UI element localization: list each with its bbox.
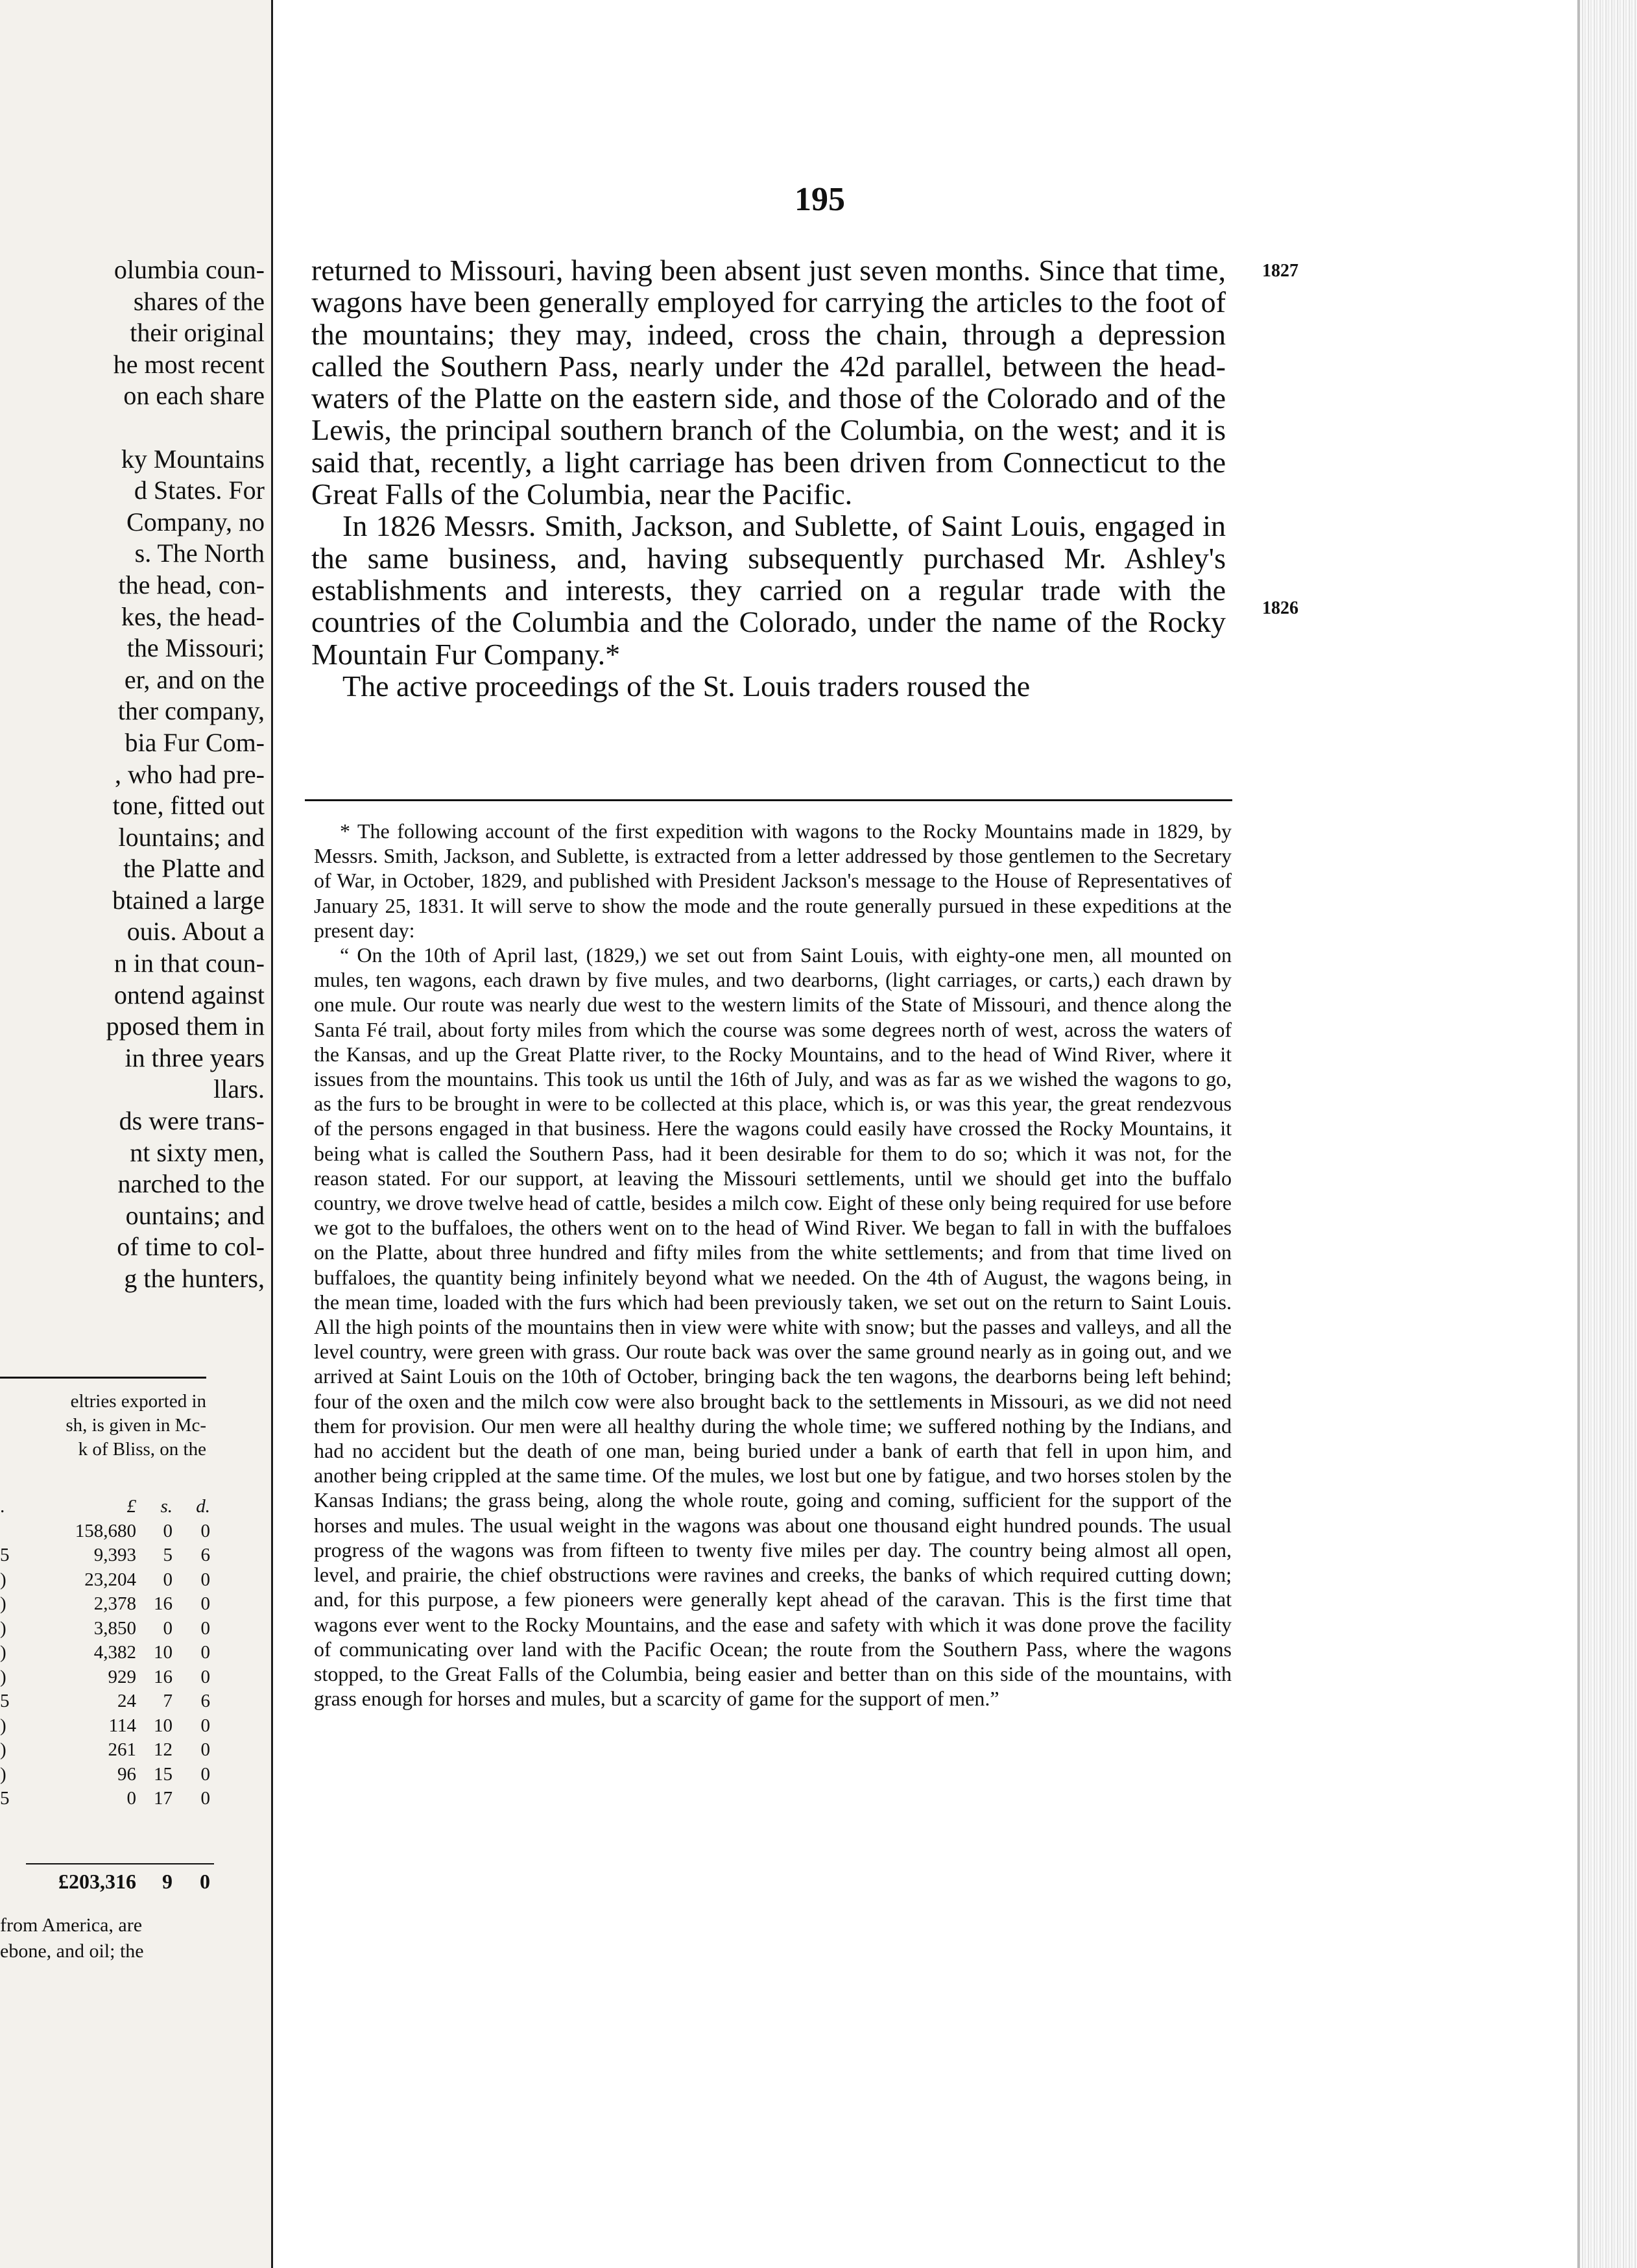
table-cell: 7	[163, 1691, 173, 1711]
facing-page-line: their original	[130, 318, 265, 348]
table-cell: 0	[200, 1569, 210, 1590]
table-cell: 0	[200, 1617, 210, 1639]
table-cell: 0	[163, 1569, 173, 1590]
table-cell: 5	[163, 1545, 173, 1565]
facing-page-line: the Missouri;	[126, 633, 265, 663]
page-number: 195	[795, 181, 845, 218]
margin-year-1826: 1826	[1262, 598, 1298, 618]
facing-page-line: tone, fitted out	[112, 791, 265, 821]
table-cell: 9,393	[93, 1545, 136, 1565]
table-cell: 10	[154, 1642, 173, 1663]
table-cell: )	[0, 1617, 6, 1639]
table-cell: 0	[163, 1617, 173, 1639]
facing-page-footnote	[0, 1390, 206, 1462]
table-cell: 6	[200, 1691, 210, 1711]
table-cell: 0	[200, 1642, 210, 1663]
table-cell: )	[0, 1763, 6, 1785]
table-cell: 0	[200, 1715, 210, 1736]
table-row	[0, 1764, 214, 1789]
table-cell: )	[0, 1739, 6, 1760]
table-row	[0, 1569, 214, 1594]
total-shillings: 9	[162, 1870, 173, 1893]
table-cell: 0	[200, 1666, 210, 1687]
facing-page-line	[0, 412, 265, 444]
table-cell: 24	[117, 1691, 136, 1711]
table-cell: )	[0, 1666, 6, 1687]
main-paragraph: The active proceedings of the St. Louis traders roused the	[342, 669, 1031, 703]
page-edge-strip	[1577, 0, 1637, 2268]
footnote-paragraph: “ On the 10th of April last, (1829,) we set out from Saint Louis, with eighty-one men, all mounted on mules, ten wagons, each drawn by five mules, and two dearborns, (light carriages, or carts,) each drawn by one mule. Our route was nearly due west to the western limits of the State of Missouri, and thence along the Santa Fé trail, about forty miles from which the course was some degrees north of west, across the waters of the Kansas, and up the Great Platte river, to the Rocky Mountains, and to the head of Wind River, where it issues from the mountains. This took us until the 16th of July, and was as far as we wished the wagons to go, as the furs to be brought in were to be collected at this place, which is, or was this year, the great rendezvous of the persons engaged in that business. Here the wagons could easily have crossed the Rocky Mountains, it being what is called the Southern Pass, had it been desirable for them to do so; which it was not, for the reason stated. For our support, at leaving the Missouri settlements, until we should get into the buffalo country, we drove twelve head of cattle, besides a milch cow. Eight of these only being required for use before we got to the buffaloes, the others went on to the head of Wind River. We began to fall in with the buffaloes on the Platte, about three hundred and fifty miles from the white settlements; and from that time lived on buffaloes, the quantity being infinitely beyond what we needed. On the 4th of August, the wagons being, in the mean time, loaded with the furs which had been previously taken, we set out on the return to Saint Louis. All the high points of the mountains then in view were white with snow; but the passes and valleys, and all the level country, were green with grass. Our route back was over the same ground nearly as in going out, and we arrived at Saint Louis on the 10th of October, bringing back the ten wagons, the dearborns being left behind; four of the oxen and the milch cow were also brought back to the settlements in Missouri, as we did not need them for provision. Our men were all healthy during the whole time; we suffered nothing by the Indians, and had no accident but the death of one man, being buried under a bank of earth that fell in upon him, and another being crippled at the same time. Of the mules, we lost but one by fatigue, and two horses stolen by the Kansas Indians; the grass being, along the whole route, going and coming, sufficient for the support of the horses and mules. The usual weight in the wagons was about one thousand eight hundred pounds. The usual progress of the wagons was from fifteen to twenty five miles per day. The country being almost all open, level, and prairie, the chief obstructions were ravines and creeks, the banks of which required cutting down; and, for this purpose, a few pioneers were generally kept ahead of the caravan. This is the first time that wagons ever went to the Rocky Mountains, and the ease and safety with which it was done prove the facility of communicating over land with the Pacific Ocean; the route from the Southern Pass, where the wagons stopped, to the Great Falls of the Columbia, being easier and better than on this side of the mountains, with grass enough for horses and mules, but a scarcity of game for the support of men.”	[314, 943, 1232, 1711]
facing-page-line: s. The North	[134, 538, 265, 568]
table-cell: .	[0, 1496, 5, 1517]
facing-page-line: btained a large	[112, 885, 265, 915]
footnote-rule	[305, 799, 1232, 801]
facing-page-line: on each share	[123, 381, 265, 411]
table-row	[0, 1642, 214, 1667]
facing-page-line: g the hunters,	[124, 1264, 265, 1293]
facing-page-line: the Platte and	[123, 854, 265, 884]
facing-page-text	[0, 254, 265, 1295]
table-cell: )	[0, 1569, 6, 1590]
facing-page-footnote-line: k of Bliss, on the	[78, 1439, 206, 1460]
facing-page-line: er, and on the	[124, 664, 265, 694]
table-cell: 23,204	[84, 1569, 136, 1590]
facing-page-footnote-rule	[0, 1377, 206, 1379]
table-row	[0, 1715, 214, 1740]
facing-page	[0, 0, 273, 2268]
facing-page-table	[0, 1496, 214, 1813]
table-cell: )	[0, 1642, 6, 1663]
facing-page-line: shares of the	[133, 286, 265, 316]
facing-page-line: bia Fur Com-	[125, 727, 265, 757]
facing-page-line: narched to the	[117, 1169, 265, 1199]
facing-page-total-rule	[26, 1863, 214, 1864]
table-cell: 114	[108, 1715, 136, 1736]
facing-page-line: llars.	[213, 1074, 265, 1104]
table-cell: 15	[154, 1763, 173, 1785]
table-cell: d.	[196, 1496, 210, 1517]
table-row	[0, 1521, 214, 1545]
facing-page-line: kes, the head-	[121, 601, 265, 631]
facing-page-line: n in that coun-	[114, 948, 265, 978]
table-row	[0, 1593, 214, 1618]
table-cell: 0	[200, 1739, 210, 1760]
facing-page-line: lountains; and	[118, 822, 265, 852]
facing-page-bottom-text	[0, 1912, 211, 1964]
table-row	[0, 1691, 214, 1715]
footnote-paragraph: * The following account of the first expedition with wagons to the Rocky Mountains made in 1829, by Messrs. Smith, Jackson, and Sublette, is extracted from a letter addressed by those gentlemen to the Secretary of War, in October, 1829, and published with President Jackson's message to the House of Representatives of January 25, 1831. It will serve to show the mode and the route generally pursued in these expeditions at the present day:	[314, 819, 1232, 942]
table-cell: s.	[160, 1496, 173, 1517]
table-cell: 0	[200, 1520, 210, 1541]
facing-page-line: nt sixty men,	[130, 1137, 265, 1167]
table-cell: 0	[200, 1788, 210, 1809]
table-cell: 158,680	[75, 1520, 136, 1541]
table-cell: 0	[163, 1520, 173, 1541]
table-cell: 16	[154, 1593, 173, 1614]
table-cell: 0	[126, 1788, 136, 1809]
table-cell: )	[0, 1593, 6, 1614]
table-cell: 929	[108, 1666, 136, 1687]
facing-page-line: the head, con-	[118, 570, 265, 599]
facing-page-line: in three years	[125, 1043, 265, 1072]
table-row	[0, 1618, 214, 1643]
table-cell: 5	[0, 1691, 10, 1711]
table-cell: 0	[200, 1593, 210, 1614]
table-cell: 10	[154, 1715, 173, 1736]
margin-year-1827: 1827	[1262, 261, 1298, 281]
main-paragraph: In 1826 Messrs. Smith, Jackson, and Sublette, of Saint Louis, engaged in the same business, and, having subsequently purchased Mr. Ashley's establishments and interests, they carried on a regular trade with the countries of the Columbia and the Colorado, under the name of the Rocky Mountain Fur Company.*	[311, 509, 1226, 671]
table-cell: 6	[200, 1545, 210, 1565]
facing-page-line: ther company,	[117, 696, 265, 726]
facing-page-line: ds were trans-	[119, 1106, 265, 1136]
table-row	[0, 1788, 214, 1813]
table-row	[0, 1667, 214, 1691]
facing-page-line: ontend against	[114, 980, 265, 1009]
table-cell: 0	[200, 1763, 210, 1785]
facing-page-footnote-line: eltries exported in	[70, 1391, 206, 1412]
table-cell: 17	[154, 1788, 173, 1809]
table-cell: 261	[108, 1739, 136, 1760]
facing-page-line: d States. For	[134, 476, 265, 505]
table-cell: 12	[154, 1739, 173, 1760]
facing-page-line: , who had pre-	[114, 759, 265, 789]
facing-page-bottom-line: from America, are	[0, 1914, 143, 1936]
table-cell: 4,382	[93, 1642, 136, 1663]
facing-page-line: he most recent	[113, 349, 265, 379]
table-cell: £	[126, 1496, 136, 1517]
facing-page-footnote-line: sh, is given in Mc-	[66, 1415, 206, 1436]
facing-page-line: Company, no	[126, 507, 265, 537]
footnote	[314, 819, 1232, 1711]
table-cell: 5	[0, 1788, 10, 1809]
facing-page-bottom-line: ebone, and oil; the	[0, 1940, 144, 1962]
table-cell: 3,850	[93, 1617, 136, 1639]
facing-page-line: olumbia coun-	[114, 255, 265, 284]
table-row	[0, 1545, 214, 1569]
facing-page-line: ouis. About a	[126, 917, 265, 947]
table-cell: 5	[0, 1545, 10, 1565]
facing-page-line: ky Mountains	[121, 444, 265, 474]
facing-page-line: pposed them in	[106, 1011, 265, 1041]
main-paragraph: returned to Missouri, having been absent just seven months. Since that time, wagons have been generally employed for carrying the articles to the foot of the mountains; they may, indeed, cross the chain, through a depression called the Southern Pass, nearly under the 42d parallel, between the head-waters of the Platte on the eastern side, and those of the Colorado and of the Lewis, the principal southern branch of the Columbia, on the west; and it is said that, recently, a light carriage has been driven from Connecticut to the Great Falls of the Columbia, near the Pacific.	[311, 254, 1226, 511]
table-cell: )	[0, 1715, 6, 1736]
main-text	[311, 254, 1226, 702]
table-row	[0, 1496, 214, 1521]
table-cell: 2,378	[93, 1593, 136, 1614]
table-row	[0, 1739, 214, 1764]
table-cell: 16	[154, 1666, 173, 1687]
total-pence: 0	[200, 1870, 210, 1893]
facing-page-line: of time to col-	[117, 1232, 265, 1262]
total-pounds: £203,316	[58, 1870, 136, 1893]
facing-page-line: ountains; and	[125, 1200, 265, 1230]
table-cell: 96	[117, 1763, 136, 1785]
